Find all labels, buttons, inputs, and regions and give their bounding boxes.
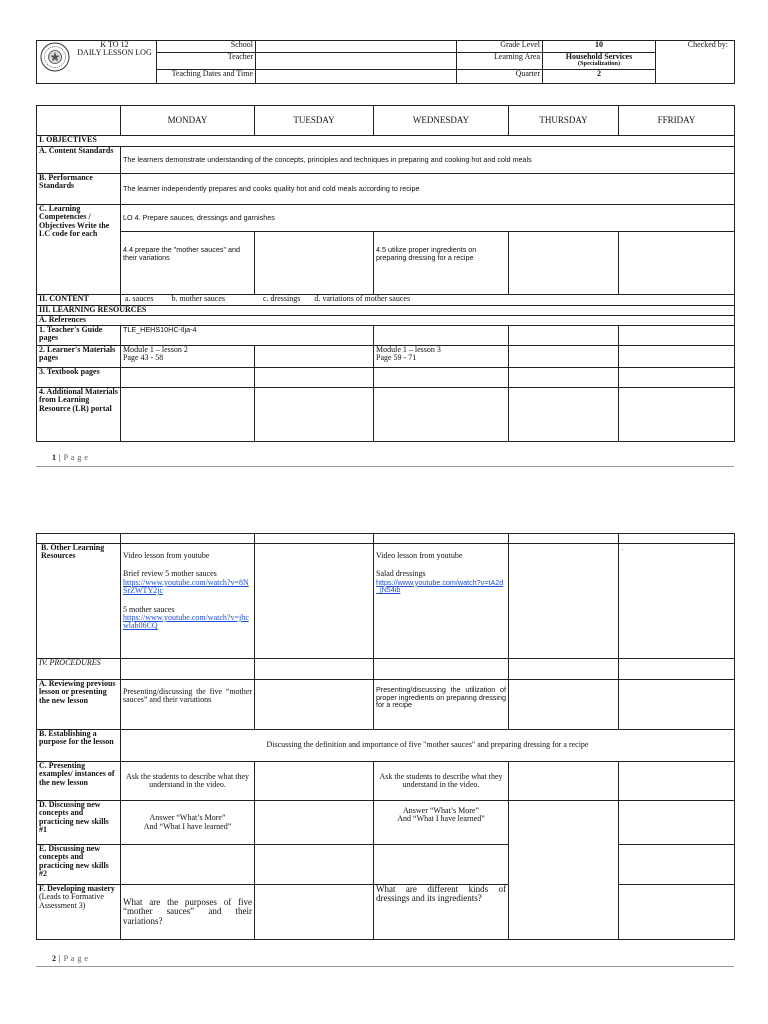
learning-area-text: Household Services [565, 52, 633, 61]
page2-number: 2 [52, 954, 57, 963]
wednesday-youtube-link[interactable]: https://www.youtube.com/watch?v=tA2d_jN54ib [376, 577, 504, 595]
content-heading: II. CONTENT [37, 295, 121, 306]
presenting-wednesday: Ask the students to describe what they understand in the video. [374, 762, 509, 801]
school-label: School [157, 41, 256, 53]
corner-cell [37, 106, 121, 136]
other-resources-monday [121, 544, 255, 659]
p2-top-4 [509, 534, 619, 544]
teachers-guide-wednesday [374, 326, 509, 346]
monday-youtube-link-2[interactable]: https://www.youtube.com/watch?v=jhcwlab06CQ [123, 612, 249, 631]
daily-lesson-log-title: DAILY LESSON LOG [77, 48, 152, 58]
content-item-mother-sauces: b. mother sauces [171, 294, 225, 303]
content-item-variations: d. variations of mother sauces [314, 294, 411, 303]
discussing-1-friday [619, 801, 735, 845]
checked-by-label: Checked by: [656, 41, 735, 84]
objectives-heading: I. OBJECTIVES [37, 136, 735, 147]
objective-wednesday [374, 232, 509, 295]
discussing-1-wednesday-line1: Answer “What’s More” [403, 806, 479, 815]
discussing-1-monday [121, 801, 255, 845]
additional-friday [619, 388, 735, 442]
discussing-2-friday [619, 845, 735, 885]
learning-area-sub: (Specialization) [577, 60, 621, 68]
header-title-cell [37, 41, 157, 84]
page1-separator: | [59, 453, 62, 462]
discussing-concepts-2-label: E. Discussing new concepts and practicing new skills #2 [37, 845, 121, 885]
additional-tuesday [255, 388, 374, 442]
page1-number: 1 [52, 453, 57, 462]
monday-video-intro: Video lesson from youtube [123, 551, 210, 560]
reviewing-friday [619, 680, 735, 730]
p2-top-5 [619, 534, 735, 544]
references-label: A. References [37, 316, 735, 326]
textbook-label: 3. Textbook pages [37, 368, 121, 388]
objective-monday-text: 4.4 prepare the "mother sauces" and their variations [123, 245, 240, 262]
discussing-1-wednesday [374, 801, 509, 845]
page2-bottom-rule [36, 966, 734, 967]
textbook-tuesday [255, 368, 374, 388]
establishing-purpose-label: B. Establishing a purpose for the lesson [37, 730, 121, 762]
p2-top-2 [255, 534, 374, 544]
presenting-tuesday [255, 762, 374, 801]
learners-materials-label: 2. Learner's Materials pages [37, 346, 121, 368]
developing-mastery-wednesday: What are different kinds of dressings and its ingredients? [374, 885, 509, 940]
page2-word: P a g e [63, 954, 89, 963]
discussing-concepts-1-label: D. Discussing new concepts and practicing new skills #1 [37, 801, 121, 845]
teachers-guide-thursday [509, 326, 619, 346]
competencies-label: C. Learning Competencies / Objectives Write the LC code for each [37, 205, 121, 295]
learners-materials-wednesday [374, 346, 509, 368]
monday-five-sauces: 5 mother sauces [123, 604, 175, 614]
reviewing-thursday [509, 680, 619, 730]
presenting-examples-label: C. Presenting examples/ instances of the new lesson [37, 762, 121, 801]
learners-materials-tuesday [255, 346, 374, 368]
quarter-label: Quarter [457, 70, 543, 84]
learners-materials-monday [121, 346, 255, 368]
teacher-label: Teacher [157, 53, 256, 70]
p2-top-3 [374, 534, 509, 544]
establishing-purpose-text: Discussing the definition and importance of five "mother sauces" and preparing dressing for a recipe [121, 730, 735, 762]
lo-text: LO 4. Prepare sauces, dressings and garnishes [121, 205, 735, 232]
monday-brief-review: Brief review 5 mother sauces [123, 569, 217, 579]
developing-mastery-tuesday [255, 885, 374, 940]
additional-materials-label: 4. Additional Materials from Learning Resource (LR) portal [37, 388, 121, 442]
day-header-thursday: THURSDAY [509, 106, 619, 136]
discussing-1-wednesday-line2: And “What I have learned” [397, 814, 485, 824]
learners-materials-thursday [509, 346, 619, 368]
procedures-tuesday [255, 659, 374, 680]
learning-area-value[interactable] [543, 53, 656, 70]
k-to-12-label: K TO 12 [100, 40, 129, 49]
content-item-sauces: a. sauces [125, 294, 154, 303]
day-header-tuesday: TUESDAY [255, 106, 374, 136]
p2-top-1 [121, 534, 255, 544]
objective-thursday [509, 232, 619, 295]
learning-area-label: Learning Area [457, 53, 543, 70]
teachers-guide-label: 1. Teacher's Guide pages [37, 326, 121, 346]
presenting-monday: Ask the students to describe what they understand in the video. [121, 762, 255, 801]
monday-module: Module 1 – lesson 2 [123, 345, 188, 354]
learners-materials-friday [619, 346, 735, 368]
presenting-thursday [509, 762, 619, 801]
monday-youtube-link-1[interactable]: https://www.youtube.com/watch?v=8NSrZWTY2jc [123, 577, 249, 596]
developing-mastery-label [37, 885, 121, 940]
school-field[interactable] [256, 41, 457, 53]
objective-friday [619, 232, 735, 295]
procedures-wednesday [374, 659, 509, 680]
teachers-guide-code: TLE_HEHS10HC-Ilja-4 [121, 326, 374, 346]
discussing-thursday-merged [509, 801, 619, 940]
developing-mastery-bold: F. Developing mastery [39, 884, 115, 893]
developing-mastery-rest: (Leads to Formative Assessment 3) [39, 892, 104, 910]
header-table [36, 40, 735, 84]
objective-wednesday-text: 4.5 utilize proper ingredients on preparing dressing for a recipe [376, 245, 477, 262]
grade-level-value[interactable]: 10 [543, 41, 656, 53]
procedures-thursday [509, 659, 619, 680]
presenting-friday [619, 762, 735, 801]
reviewing-wednesday [374, 680, 509, 730]
lesson-log-table-page1 [36, 105, 735, 442]
discussing-1-tuesday [255, 801, 374, 845]
content-item-dressings: c. dressings [262, 294, 301, 303]
reviewing-lesson-label: A. Reviewing previous lesson or presenting the new lesson [37, 680, 121, 730]
discussing-2-tuesday [255, 845, 374, 885]
textbook-thursday [509, 368, 619, 388]
textbook-wednesday [374, 368, 509, 388]
page1-footer [52, 453, 88, 462]
reviewing-wednesday-text: Presenting/discussing the utilization of proper ingredients on preparing dressing for a recipe [376, 685, 506, 710]
wednesday-video-intro: Video lesson from youtube [376, 551, 463, 560]
other-resources-friday: . [619, 544, 735, 659]
objective-tuesday [255, 232, 374, 295]
discussing-1-monday-line1: Answer “What’s More” [149, 813, 226, 823]
reviewing-monday-text: Presenting/discussing the five “mother sauces” and their variations [123, 687, 252, 705]
day-header-wednesday: WEDNESDAY [374, 106, 509, 136]
page1-word: P a g e [63, 453, 89, 462]
procedures-friday [619, 659, 735, 680]
p2-top-0 [37, 534, 121, 544]
dates-label: Teaching Dates and Time [157, 70, 256, 84]
discussing-2-wednesday [374, 845, 509, 885]
resources-heading: III. LEARNING RESOURCES [37, 306, 735, 316]
developing-mastery-monday: What are the purposes of five “mother sauces” and their variations? [121, 885, 255, 940]
other-resources-tuesday [255, 544, 374, 659]
page1-bottom-rule [36, 466, 734, 467]
performance-standards-text: The learner independently prepares and cooks quality hot and cold meals according to recipe [121, 174, 735, 205]
day-header-monday: MONDAY [121, 106, 255, 136]
day-header-friday: FFRIDAY [619, 106, 735, 136]
page2-separator: | [59, 954, 62, 963]
wednesday-pages: Page 59 - 71 [376, 353, 417, 363]
procedures-heading: IV. PROCEDURES [37, 659, 121, 680]
monday-pages: Page 43 - 58 [123, 353, 164, 363]
quarter-value[interactable]: 2 [543, 70, 656, 84]
grade-level-label: Grade Level [457, 41, 543, 53]
page2-footer [52, 954, 88, 963]
discussing-2-monday [121, 845, 255, 885]
objective-monday [121, 232, 255, 295]
procedures-monday [121, 659, 255, 680]
reviewing-tuesday [255, 680, 374, 730]
discussing-1-monday-line2: And “What I have learned” [143, 821, 232, 831]
textbook-friday [619, 368, 735, 388]
content-items [121, 295, 735, 306]
additional-monday [121, 388, 255, 442]
wednesday-salad-dressings: Salad dressings [376, 569, 426, 579]
teachers-guide-friday [619, 326, 735, 346]
teacher-field[interactable] [256, 53, 457, 70]
lesson-log-table-page2 [36, 533, 735, 940]
wednesday-module: Module 1 – lesson 3 [376, 345, 441, 354]
other-resources-wednesday [374, 544, 509, 659]
content-standards-label: A. Content Standards [37, 147, 121, 174]
dates-field[interactable] [256, 70, 457, 84]
content-standards-text: The learners demonstrate understanding of the concepts, principles and techniques in preparing and cooking hot and cold meals [121, 147, 735, 174]
additional-thursday [509, 388, 619, 442]
reviewing-monday [121, 680, 255, 730]
performance-standards-label: B. Performance Standards [37, 174, 121, 205]
other-resources-thursday [509, 544, 619, 659]
additional-wednesday [374, 388, 509, 442]
textbook-monday [121, 368, 255, 388]
developing-mastery-friday [619, 885, 735, 940]
other-resources-label: B. Other Learning Resources [37, 544, 121, 659]
